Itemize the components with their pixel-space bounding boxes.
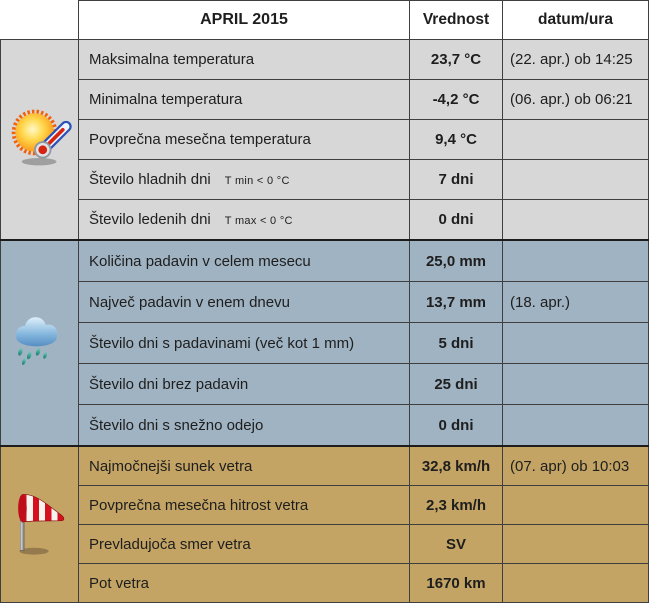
table-row xyxy=(1,486,649,525)
row-date xyxy=(503,486,649,525)
row-value: 0 dni xyxy=(410,405,503,447)
row-value: -4,2 °C xyxy=(410,80,503,120)
row-date xyxy=(503,525,649,564)
row-value: 32,8 km/h xyxy=(410,446,503,486)
row-value: 1670 km xyxy=(410,564,503,603)
table-row xyxy=(1,564,649,603)
sun-thermometer-icon xyxy=(8,105,72,169)
row-date xyxy=(503,240,649,282)
row-value: 13,7 mm xyxy=(410,282,503,323)
row-label xyxy=(79,40,410,80)
row-label-text: Povprečna mesečna hitrost vetra xyxy=(89,496,309,514)
table-row xyxy=(1,200,649,241)
table-row xyxy=(1,446,649,486)
table-row xyxy=(1,160,649,200)
windsock-icon xyxy=(8,486,72,558)
row-label xyxy=(79,80,410,120)
row-value: 0 dni xyxy=(410,200,503,241)
row-value: 2,3 km/h xyxy=(410,486,503,525)
row-date xyxy=(503,160,649,200)
header-row xyxy=(1,1,649,40)
row-date: (18. apr.) xyxy=(503,282,649,323)
row-label-text: Količina padavin v celem mesecu xyxy=(89,252,311,270)
row-date: (06. apr.) ob 06:21 xyxy=(503,80,649,120)
row-condition-note: T min < 0 °C xyxy=(224,175,290,187)
row-label xyxy=(79,323,410,364)
table-row xyxy=(1,364,649,405)
table-row xyxy=(1,40,649,80)
row-condition-note: T max < 0 °C xyxy=(224,215,293,227)
row-date xyxy=(503,364,649,405)
table-row xyxy=(1,120,649,160)
row-label xyxy=(79,200,410,241)
row-value: 25 dni xyxy=(410,364,503,405)
row-label-text: Največ padavin v enem dnevu xyxy=(89,293,290,311)
row-date: (22. apr.) ob 14:25 xyxy=(503,40,649,80)
row-label xyxy=(79,564,410,603)
row-label xyxy=(79,486,410,525)
date-column-header: datum/ura xyxy=(503,1,649,40)
row-date: (07. apr) ob 10:03 xyxy=(503,446,649,486)
row-value: 7 dni xyxy=(410,160,503,200)
row-label-text: Maksimalna temperatura xyxy=(89,51,255,68)
row-label-text: Število dni s snežno odejo xyxy=(89,416,264,434)
row-label-text: Število ledenih dni xyxy=(89,211,211,228)
rain-cloud-icon xyxy=(9,310,71,372)
row-label-text: Najmočnejši sunek vetra xyxy=(89,457,253,475)
row-date xyxy=(503,200,649,241)
row-label xyxy=(79,120,410,160)
row-label xyxy=(79,364,410,405)
row-label-text: Minimalna temperatura xyxy=(89,91,243,108)
month-header: APRIL 2015 xyxy=(79,1,410,40)
row-value: SV xyxy=(410,525,503,564)
row-label xyxy=(79,525,410,564)
value-column-header: Vrednost xyxy=(410,1,503,40)
row-value: 23,7 °C xyxy=(410,40,503,80)
row-label xyxy=(79,405,410,447)
row-label-text: Povprečna mesečna temperatura xyxy=(89,131,311,148)
row-label-text: Število dni s padavinami (več kot 1 mm) xyxy=(89,334,355,352)
precipitation-icon-cell xyxy=(1,240,79,446)
table-row xyxy=(1,80,649,120)
row-date xyxy=(503,405,649,447)
temperature-icon-cell xyxy=(1,40,79,241)
table-row xyxy=(1,240,649,282)
row-value: 5 dni xyxy=(410,323,503,364)
table-row xyxy=(1,282,649,323)
row-date xyxy=(503,564,649,603)
table-row xyxy=(1,525,649,564)
table-row xyxy=(1,323,649,364)
row-label xyxy=(79,160,410,200)
row-label xyxy=(79,446,410,486)
wind-icon-cell xyxy=(1,446,79,603)
corner-blank xyxy=(1,1,79,40)
row-label xyxy=(79,282,410,323)
row-date xyxy=(503,120,649,160)
row-label-text: Število dni brez padavin xyxy=(89,375,249,393)
row-label-text: Prevladujoča smer vetra xyxy=(89,535,251,553)
row-label-text: Pot vetra xyxy=(89,574,150,592)
row-value: 9,4 °C xyxy=(410,120,503,160)
row-date xyxy=(503,323,649,364)
table-row xyxy=(1,405,649,447)
row-label xyxy=(79,240,410,282)
row-label-text: Število hladnih dni xyxy=(89,171,211,188)
row-value: 25,0 mm xyxy=(410,240,503,282)
